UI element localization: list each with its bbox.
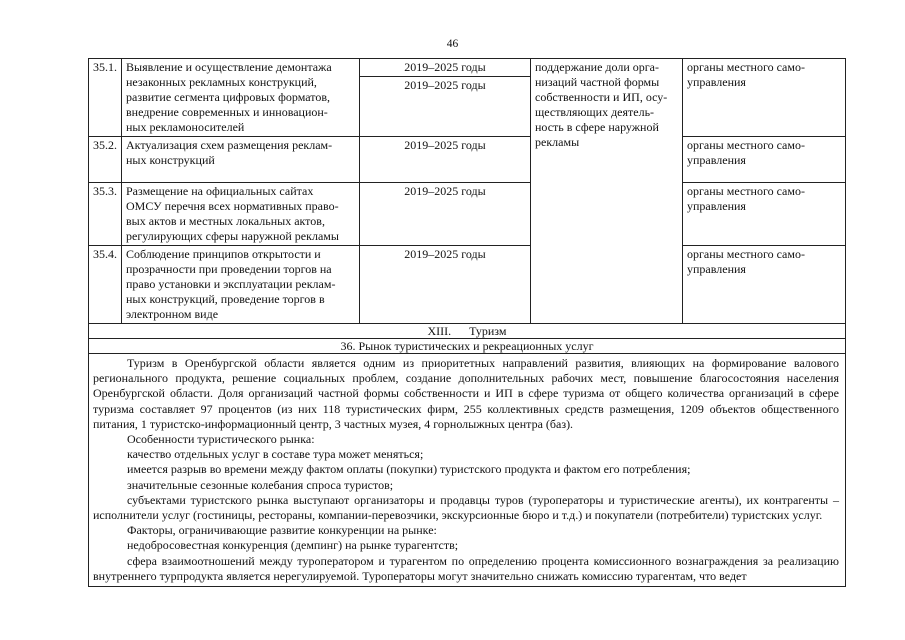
table-row xyxy=(89,246,846,324)
row-number: 35.2. xyxy=(89,137,122,183)
row-number: 35.4. xyxy=(89,246,122,324)
term-cell xyxy=(360,137,531,183)
term-line: 2019–2025 годы xyxy=(404,247,486,261)
section-number: XIII. xyxy=(427,324,452,338)
action-plan-table xyxy=(88,58,846,587)
term-cell xyxy=(360,183,531,246)
section-heading xyxy=(89,324,846,339)
term-line: 2019–2025 годы xyxy=(404,78,486,92)
text-block-row xyxy=(89,354,846,587)
page-number: 46 xyxy=(446,38,459,50)
paragraph: Особенности туристического рынка: xyxy=(127,432,315,447)
executor-cell: органы местного само- управления xyxy=(683,183,846,246)
executor-cell: органы местного само- управления xyxy=(683,59,846,137)
paragraph: Туризм в Оренбургской области является одним из приоритетных направлений развития, влияющих на формирование валового регионального продукта, решение социальных проблем, создание дополнительных рабочих мест, повышение благосостояния населения Оренбургской области. Доля организаций частной формы собственности и ИП в сфере туризма от общего количества организаций в сфере туризма составляет 97 процентов (из них 118 туристических фирм, 255 коллективных средств размещения, 1209 объектов общественного питания, 1 туристско-информационный центр, 3 частных музея, 4 горнолыжных центра (баз). xyxy=(93,356,839,431)
term-line: 2019–2025 годы xyxy=(360,59,530,77)
expected-result-cell: поддержание доли орга- низаций частной формы собственности и ИП, осу- ществляющих деятель- ность в сфере наружной рекламы xyxy=(531,59,683,324)
text-block xyxy=(89,354,846,587)
activity-cell: Выявление и осуществление демонтажа незаконных рекламных конструкций, развитие сегмента цифровых форматов, внедрение современных и инновацион- ных рекламоносителей xyxy=(122,59,360,137)
row-number: 35.3. xyxy=(89,183,122,246)
paragraph: имеется разрыв во времени между фактом оплаты (покупки) туристского продукта и фактом его потребления; xyxy=(127,462,691,477)
term-line: 2019–2025 годы xyxy=(404,138,486,152)
subsection-heading: 36. Рынок туристических и рекреационных услуг xyxy=(89,339,846,354)
table-row xyxy=(89,183,846,246)
row-number: 35.1. xyxy=(89,59,122,137)
section-heading-row xyxy=(89,324,846,339)
paragraph: значительные сезонные колебания спроса туристов; xyxy=(127,477,394,492)
paragraph: недобросовестная конкуренция (демпинг) на рынке турагентств; xyxy=(127,538,459,553)
table-row xyxy=(89,137,846,183)
activity-cell: Соблюдение принципов открытости и прозрачности при проведении торгов на право установки и эксплуатации реклам- ных конструкций, проведение торгов в электронном виде xyxy=(122,246,360,324)
term-cell xyxy=(360,246,531,324)
executor-cell: органы местного само- управления xyxy=(683,246,846,324)
term-cell xyxy=(360,59,531,137)
table-row xyxy=(89,59,846,137)
paragraph: Факторы, ограничивающие развитие конкуренции на рынке: xyxy=(127,523,437,538)
paragraph: качество отдельных услуг в составе тура может меняться; xyxy=(127,447,424,462)
activity-cell: Актуализация схем размещения реклам- ных конструкций xyxy=(122,137,360,183)
subsection-heading-row xyxy=(89,339,846,354)
paragraph: субъектами туристского рынка выступают организаторы и продавцы туров (туроператоры и туристические агенты), их контрагенты – исполнители услуг (гостиницы, рестораны, компании-перевозчики, экскурсионные бюро и т.д.) и покупатели (потребители) туристских услуг. xyxy=(93,492,839,523)
section-title: Туризм xyxy=(469,324,507,338)
paragraph: сфера взаимоотношений между туроператором и турагентом по определению процента комиссионного вознаграждения за реализацию внутреннего турпродукта является нерегулируемой. Туроператоры могут значительно снижать комиссию турагентам, что ведет xyxy=(93,553,839,583)
activity-cell: Размещение на официальных сайтах ОМСУ перечня всех нормативных право- вых актов и местных локальных актов, регулирующих сферы наружной рекламы xyxy=(122,183,360,246)
executor-cell: органы местного само- управления xyxy=(683,137,846,183)
term-line: 2019–2025 годы xyxy=(404,184,486,198)
